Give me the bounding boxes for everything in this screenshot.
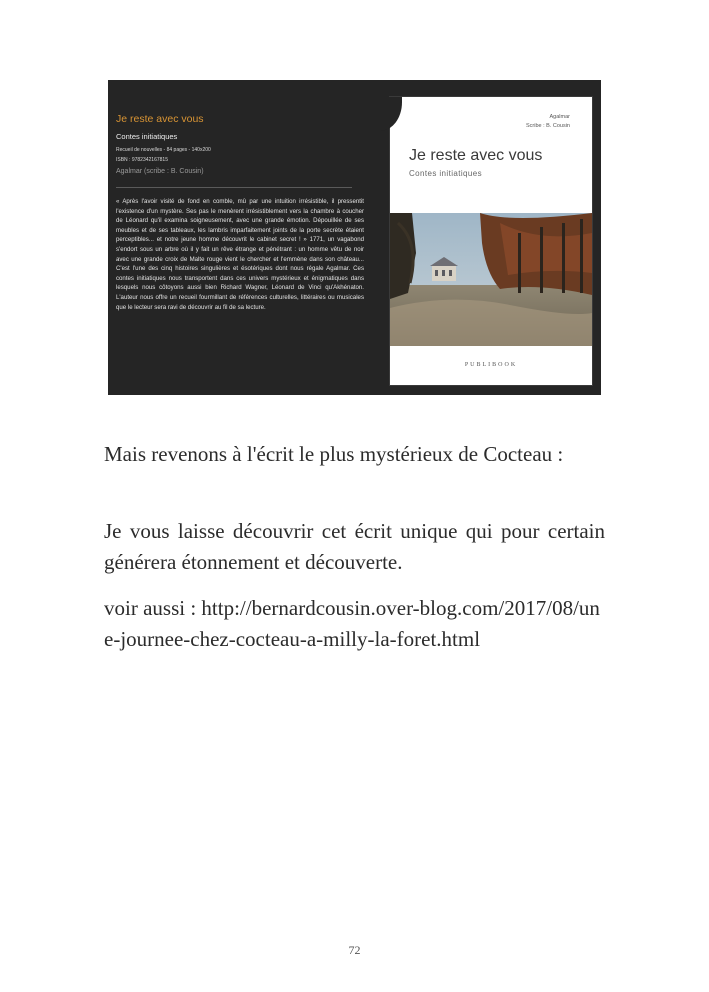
- page-number: 72: [348, 943, 361, 957]
- promo-isbn: ISBN : 9782342167815: [116, 157, 168, 163]
- book-cover: [390, 97, 592, 385]
- promo-author: Agalmar (scribe : B. Cousin): [116, 168, 204, 175]
- paragraph-cocteau-intro: Mais revenons à l'écrit le plus mystérieux de Cocteau :: [104, 442, 564, 466]
- promo-meta-line: Recueil de nouvelles - 84 pages - 140x200: [116, 147, 211, 153]
- cover-author: Agalmar: [549, 114, 570, 120]
- cover-publisher: PUBLIBOOK: [464, 362, 518, 368]
- cover-title: Je reste avec vous: [409, 147, 543, 164]
- promo-subtitle: Contes initiatiques: [116, 132, 178, 141]
- cover-scribe: Scribe : B. Cousin: [525, 123, 570, 129]
- book-promo-image: [108, 80, 601, 395]
- paragraph-see-also-link[interactable]: voir aussi : http://bernardcousin.over-blog.com/2017/08/une-journee-chez-cocteau-a-milly-la-foret.html: [104, 596, 600, 651]
- cover-subtitle: Contes initiatiques: [409, 169, 482, 178]
- promo-divider: [116, 187, 352, 188]
- paragraph-discover: Je vous laisse découvrir cet écrit unique qui pour certain générera étonnement et découverte.: [104, 519, 605, 574]
- cover-park-photo: [390, 213, 592, 346]
- promo-title: Je reste avec vous: [116, 113, 204, 125]
- promo-blurb: « Après l'avoir visité de fond en comble, mû par une intuition irrésistible, il pressentit l'existence d'un mystère. Ses pas le menèrent irrésistiblement vers la chambre à coucher de Léonard qu'il examina soigneusement, avec une grande émotion. Dépouillée de ses meubles et de ses tableaux, les lambris imparfaitement joints de la porte secrète étaient perceptibles... et notre jeune homme découvrit le cabinet secret ! » 1771, un vagabond s'endort sous un arbre où il y fait un rêve étrange et pénétrant : un homme vêtu de noir avec une grande croix de Malte rouge vient le chercher et l'emmène dans son château... C'est l'une des cinq histoires singulières et ésotériques dont nous régale Agalmar. Ces contes initiatiques nous transportent dans ces univers mystérieux et énigmatiques dans lesquels nous côtoyons aussi bien Richard Wagner, Léonard de Vinci qu'Akhénaton. L'auteur nous offre un recueil fourmillant de références culturelles, littéraires ou musicales que le lecteur sera ravi de découvrir au fil de sa lecture.: [116, 198, 364, 311]
